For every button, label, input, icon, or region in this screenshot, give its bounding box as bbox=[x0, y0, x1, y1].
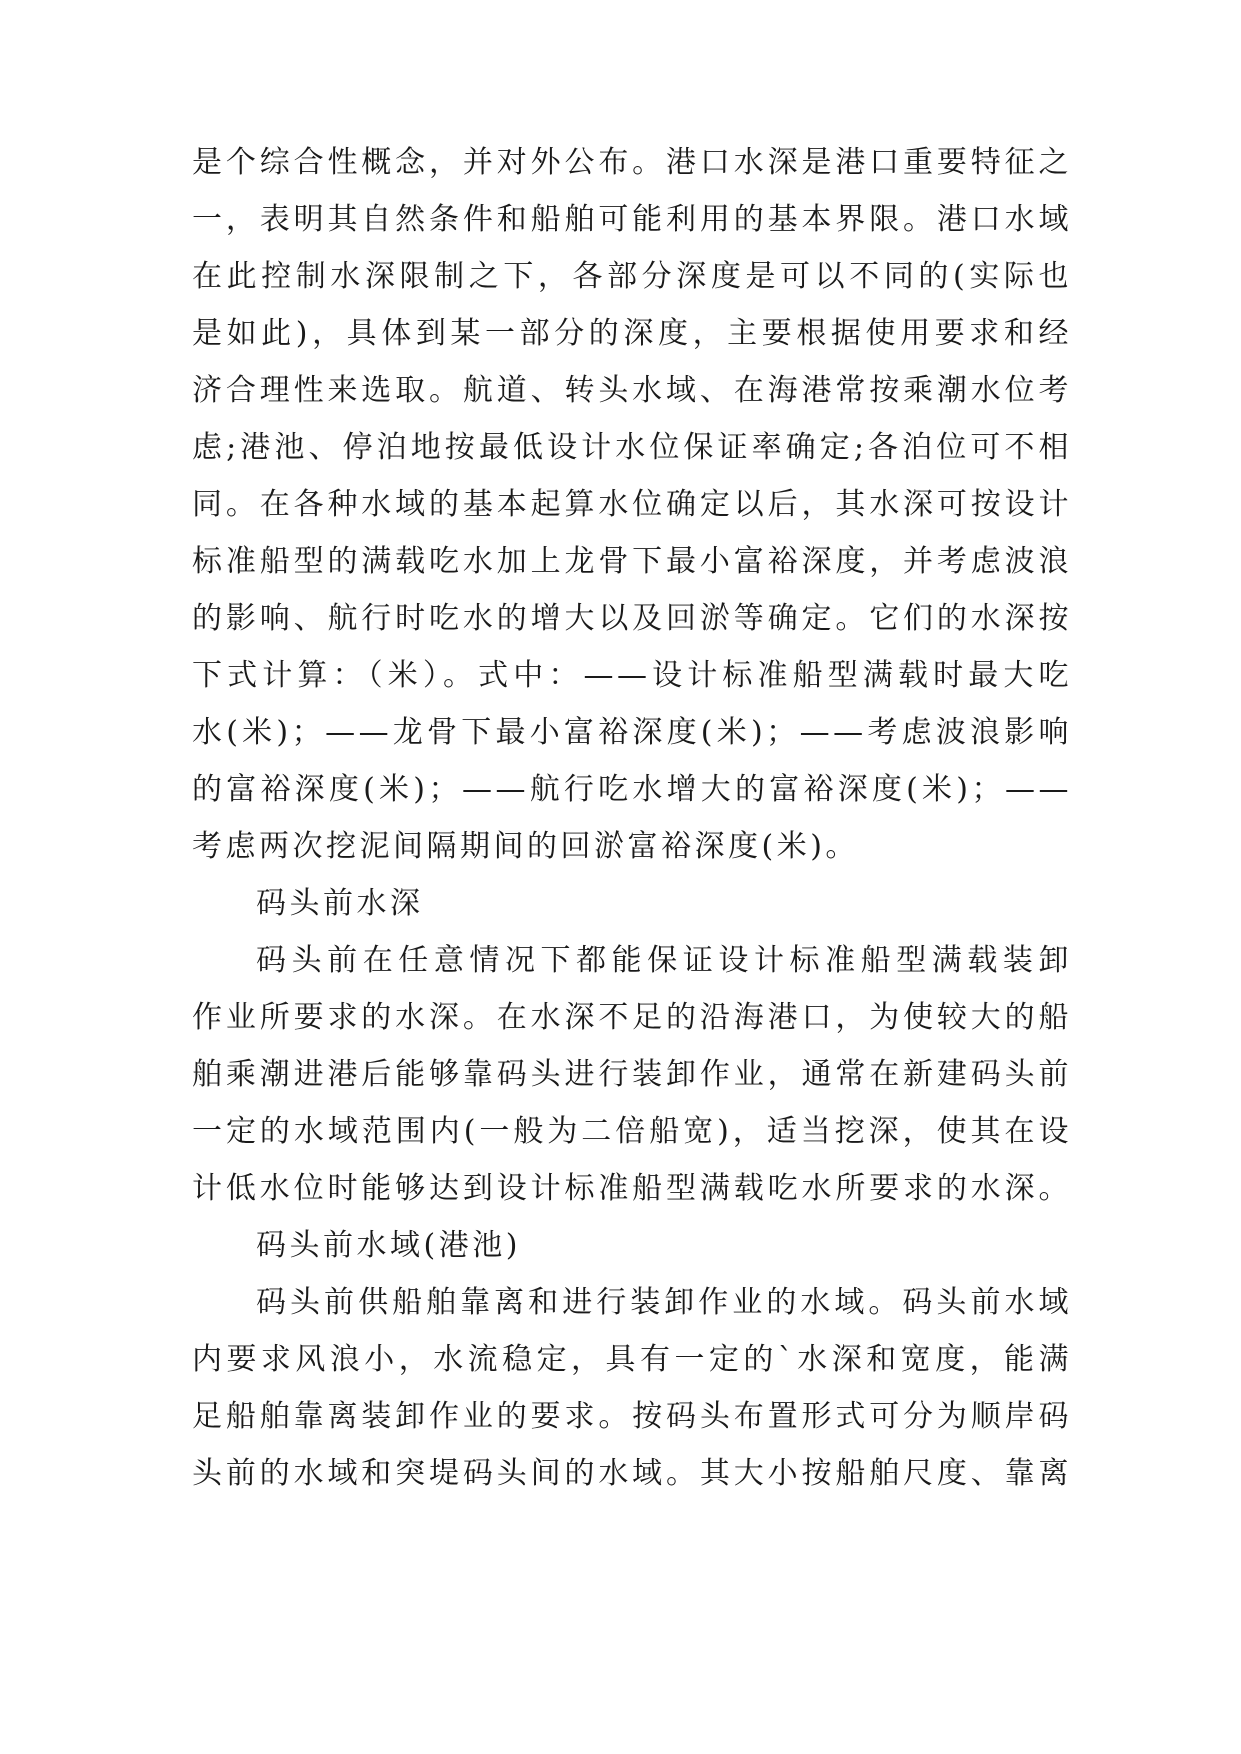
text-line: 标准船型的满载吃水加上龙骨下最小富裕深度，并考虑波浪 bbox=[192, 544, 1072, 579]
text-line: 下式计算：（米）。式中：——设计标准船型满载时最大吃 bbox=[192, 658, 1072, 693]
text-line: 作业所要求的水深。在水深不足的沿海港口，为使较大的船 bbox=[192, 1000, 1072, 1035]
text-line: 计低水位时能够达到设计标准船型满载吃水所要求的水深。 bbox=[192, 1171, 1072, 1206]
text-line: 一定的水域范围内(一般为二倍船宽)，适当挖深，使其在设 bbox=[192, 1114, 1072, 1149]
text-line: 的影响、航行时吃水的增大以及回淤等确定。它们的水深按 bbox=[192, 601, 1072, 636]
text-line: 内要求风浪小，水流稳定，具有一定的`水深和宽度，能满 bbox=[192, 1342, 1072, 1377]
text-line: 足船舶靠离装卸作业的要求。按码头布置形式可分为顺岸码 bbox=[192, 1399, 1072, 1434]
text-line: 水(米)；——龙骨下最小富裕深度(米)；——考虑波浪影响 bbox=[192, 715, 1072, 750]
text-line: 的富裕深度(米)；——航行吃水增大的富裕深度(米)；—— bbox=[192, 772, 1072, 807]
text-line: 舶乘潮进港后能够靠码头进行装卸作业，通常在新建码头前 bbox=[192, 1057, 1072, 1092]
section-heading: 码头前水深 bbox=[256, 886, 424, 921]
text-line: 是个综合性概念，并对外公布。港口水深是港口重要特征之 bbox=[192, 145, 1072, 180]
text-line: 码头前供船舶靠离和进行装卸作业的水域。码头前水域 bbox=[256, 1285, 1072, 1320]
text-line: 是如此)，具体到某一部分的深度，主要根据使用要求和经 bbox=[192, 316, 1072, 351]
text-line: 虑;港池、停泊地按最低设计水位保证率确定;各泊位可不相 bbox=[192, 430, 1072, 465]
text-line: 济合理性来选取。航道、转头水域、在海港常按乘潮水位考 bbox=[192, 373, 1072, 408]
text-line: 在此控制水深限制之下，各部分深度是可以不同的(实际也 bbox=[192, 259, 1072, 294]
text-line: 考虑两次挖泥间隔期间的回淤富裕深度(米)。 bbox=[192, 829, 859, 864]
text-line: 一，表明其自然条件和船舶可能利用的基本界限。港口水域 bbox=[192, 202, 1072, 237]
text-line: 头前的水域和突堤码头间的水域。其大小按船舶尺度、靠离 bbox=[192, 1456, 1072, 1491]
text-line: 码头前在任意情况下都能保证设计标准船型满载装卸 bbox=[256, 943, 1072, 978]
text-line: 同。在各种水域的基本起算水位确定以后，其水深可按设计 bbox=[192, 487, 1072, 522]
section-heading: 码头前水域(港池) bbox=[256, 1228, 521, 1263]
